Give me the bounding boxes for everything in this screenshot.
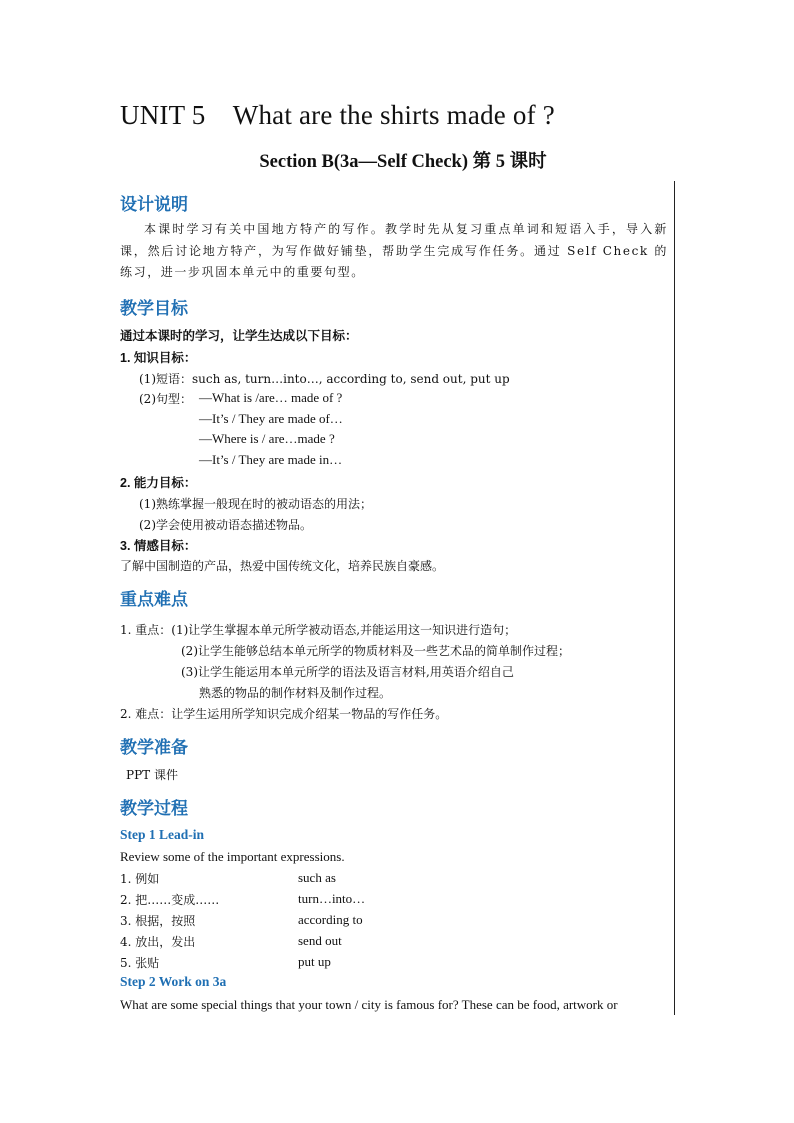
right-margin-rule xyxy=(674,181,675,1015)
objectives-heading: 教学目标 xyxy=(120,299,188,319)
preparation-heading: 教学准备 xyxy=(120,738,188,758)
sentence-line: —It’s / They are made in… xyxy=(199,452,343,467)
ability-item: (1)熟练掌握一般现在时的被动语态的用法； xyxy=(139,497,372,511)
keypoints-heading: 重点难点 xyxy=(120,590,188,610)
design-heading: 设计说明 xyxy=(120,195,188,215)
knowledge-title: 1. 知识目标： xyxy=(120,351,197,365)
keypoint-item: 熟悉的物品的制作材料及制作过程。 xyxy=(199,686,392,700)
step2-text: What are some special things that your town / city is famous for? These can be food, artwork or xyxy=(120,997,618,1012)
expression-en: such as xyxy=(298,870,336,885)
expression-en: send out xyxy=(298,933,342,948)
phrases-line: (1)短语：such as, turn…into…, according to, send out, put up xyxy=(139,372,510,386)
expression-en: turn…into… xyxy=(298,891,366,906)
emotion-text: 了解中国制造的产品，热爱中国传统文化，培养民族自豪感。 xyxy=(120,559,445,573)
keypoint-item: 1. 重点：(1)让学生掌握本单元所学被动语态,并能运用这一知识进行造句； xyxy=(120,623,517,637)
sentences-label: (2)句型： xyxy=(139,392,192,406)
unit-title: UNIT 5 What are the shirts made of ? xyxy=(120,100,555,130)
preparation-text: PPT 课件 xyxy=(126,768,178,782)
keypoint-item: (3)让学生能运用本单元所学的语法及语言材料,用英语介绍自己 xyxy=(181,665,514,679)
keypoint-item: (2)让学生能够总结本单元所学的物质材料及一些艺术品的简单制作过程； xyxy=(181,644,571,658)
expression-cn: 5. 张贴 xyxy=(120,956,160,970)
expression-cn: 4. 放出，发出 xyxy=(120,935,196,949)
step2-title: Step 2 Work on 3a xyxy=(120,974,227,989)
objectives-intro: 通过本课时的学习，让学生达成以下目标： xyxy=(120,329,358,343)
sentence-line: —What is /are… made of ? xyxy=(199,390,343,405)
process-heading: 教学过程 xyxy=(120,799,188,819)
ability-title: 2. 能力目标： xyxy=(120,476,197,490)
ability-item: (2)学会使用被动语态描述物品。 xyxy=(139,518,312,532)
step1-intro: Review some of the important expressions. xyxy=(120,849,345,864)
design-text: 本课时学习有关中国地方特产的写作。教学时先从复习重点单词和短语入手，导入新课，然后讨论地方特产，为写作做好铺垫，帮助学生完成写作任务。通过 Self Check 的练习，进一步巩固本单元中的重要句型。 xyxy=(120,222,668,279)
expression-en: put up xyxy=(298,954,331,969)
expression-cn: 3. 根据，按照 xyxy=(120,914,196,928)
section-title: Section B(3a—Self Check) 第 5 课时 xyxy=(259,152,547,172)
step1-title: Step 1 Lead-in xyxy=(120,827,205,842)
sentence-line: —It’s / They are made of… xyxy=(199,411,343,426)
sentence-line: —Where is / are…made ? xyxy=(199,431,335,446)
expression-cn: 1. 例如 xyxy=(120,872,160,886)
emotion-title: 3. 情感目标： xyxy=(120,539,197,553)
difficulty-item: 2. 难点：让学生运用所学知识完成介绍某一物品的写作任务。 xyxy=(120,707,448,721)
expression-en: according to xyxy=(298,912,363,927)
expression-cn: 2. 把……变成…… xyxy=(120,893,220,907)
